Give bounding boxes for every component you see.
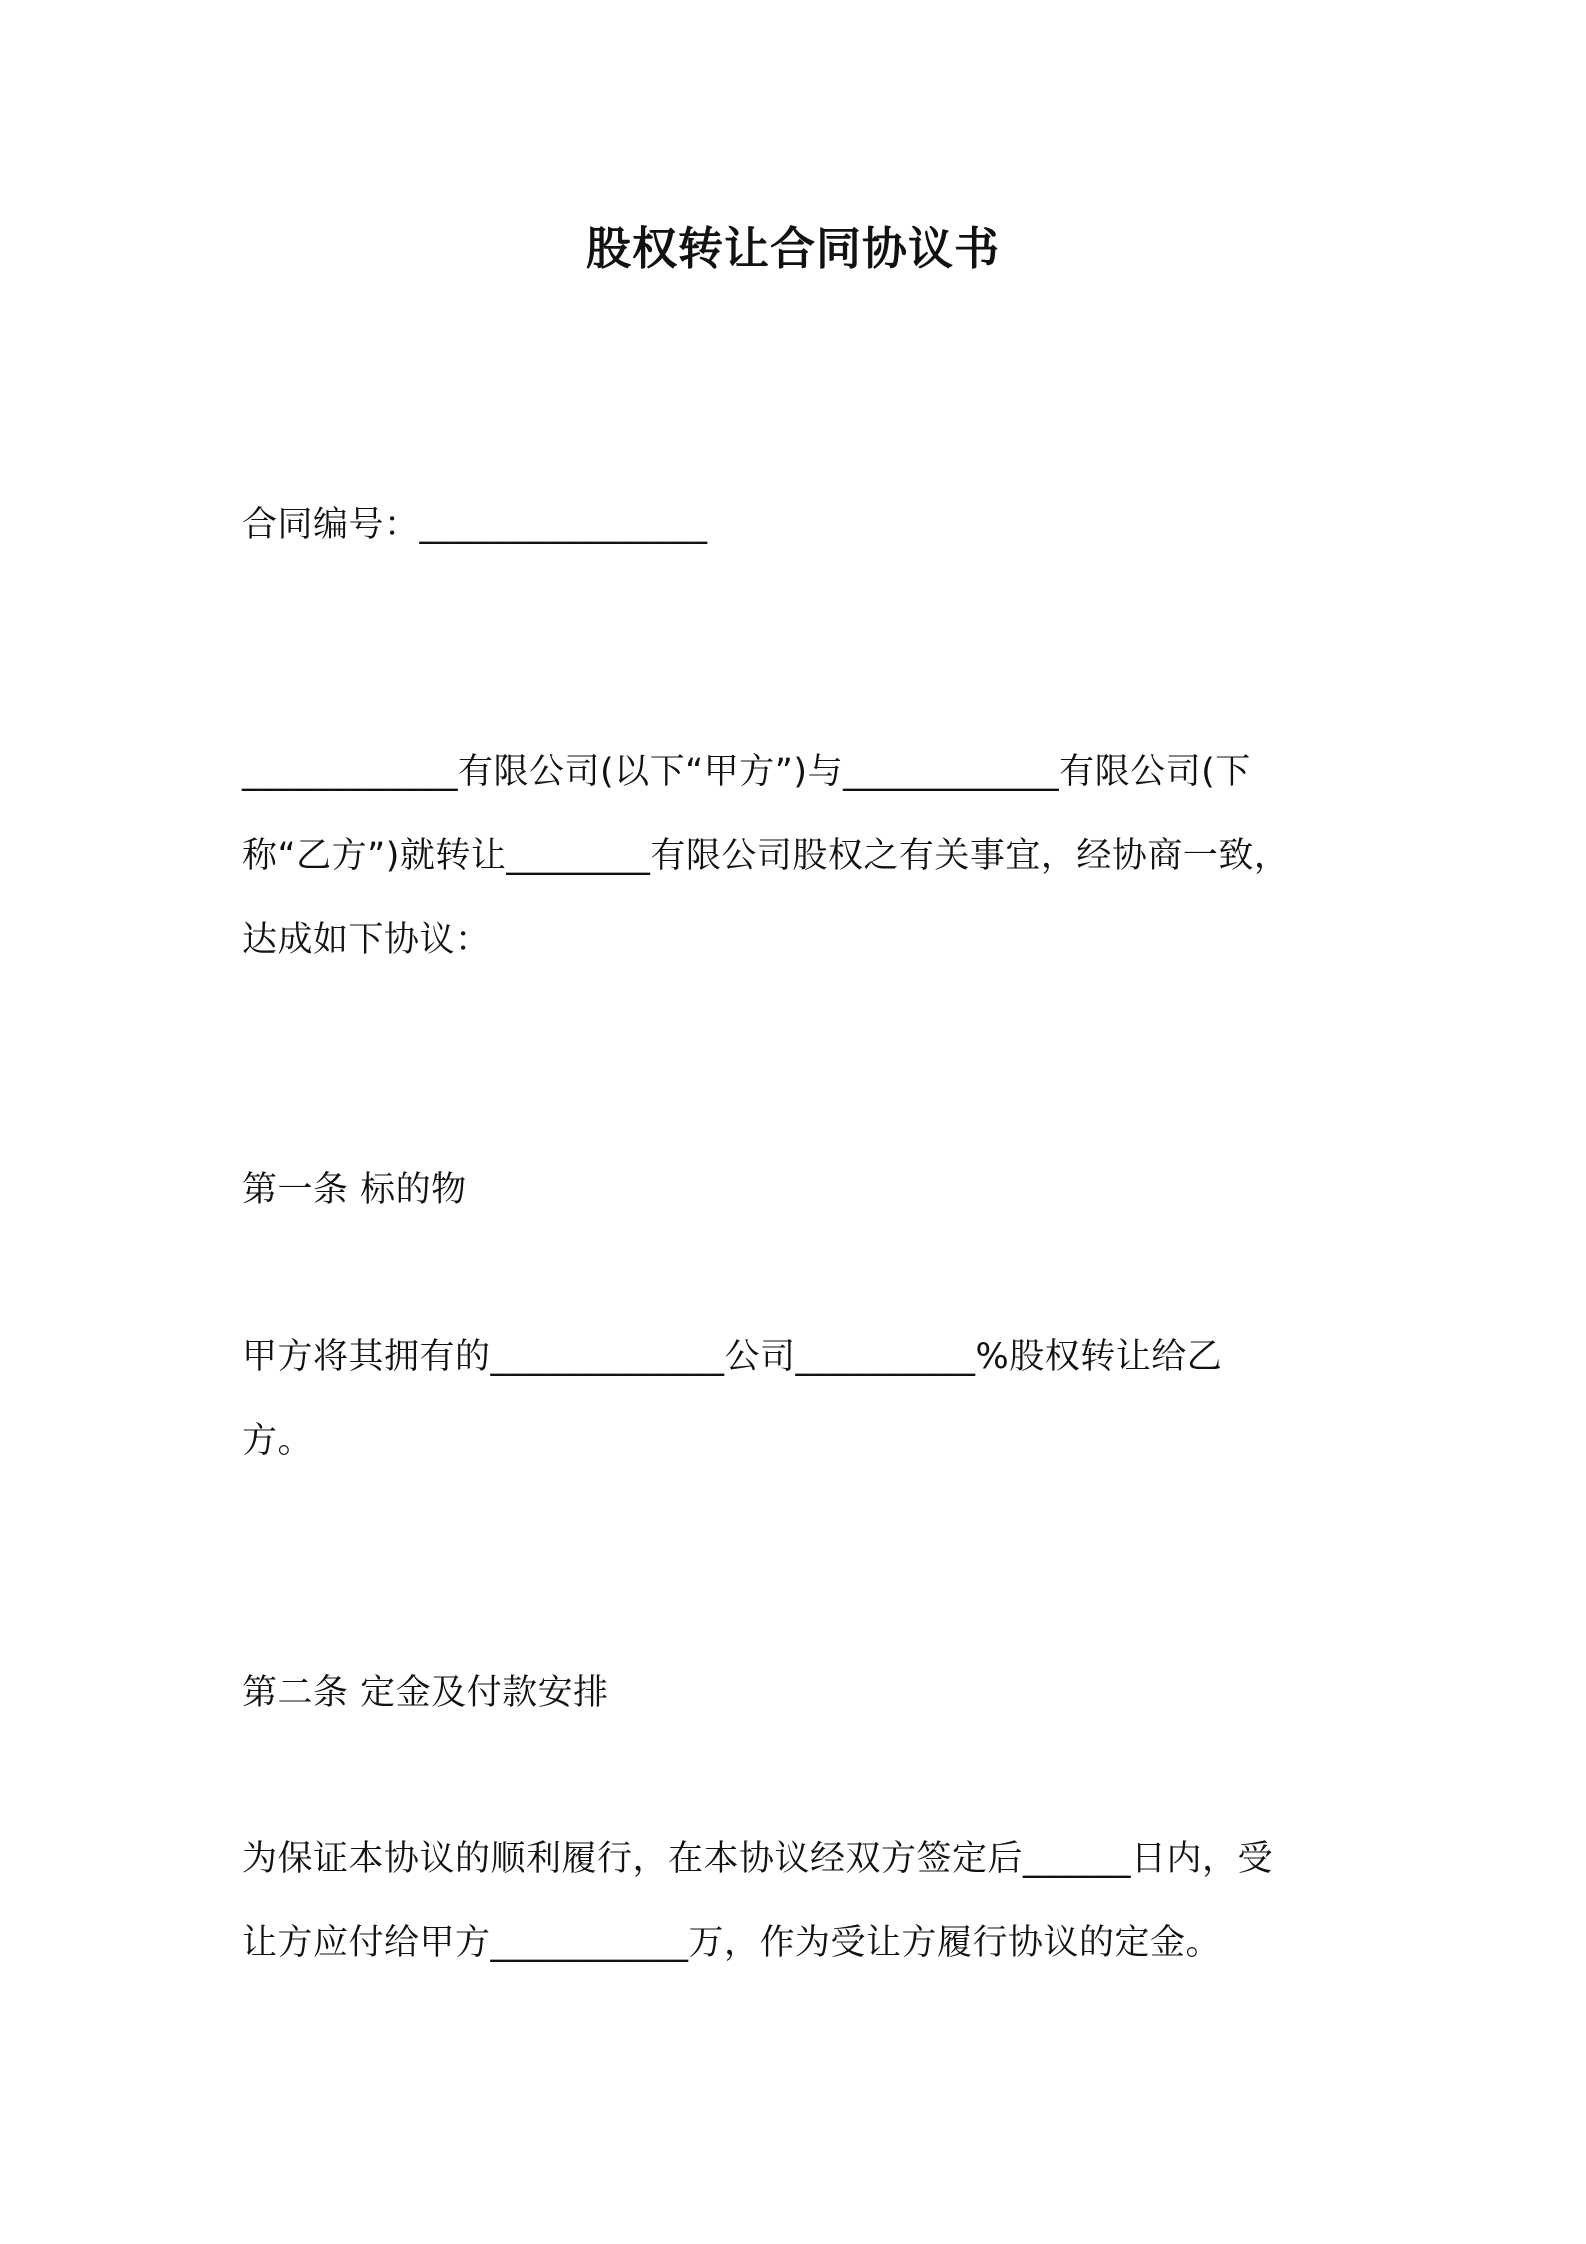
contract-number-line: 合同编号：________________ bbox=[242, 505, 708, 545]
paragraph-line: 让方应付给甲方___________万，作为受让方履行协议的定金。 bbox=[242, 1923, 1222, 1963]
article-2-body bbox=[242, 1817, 1352, 1985]
paragraph-line: ____________有限公司(以下“甲方”)与____________有限公司(下 bbox=[242, 752, 1251, 792]
paragraph-line: 甲方将其拥有的_____________公司__________%股权转让给乙 bbox=[242, 1337, 1223, 1377]
parties-paragraph bbox=[242, 730, 1352, 982]
article-1-body bbox=[242, 1315, 1352, 1483]
paragraph-line: 方。 bbox=[242, 1421, 314, 1461]
article-1-heading: 第一条 标的物 bbox=[242, 1170, 467, 1210]
document-title: 股权转让合同协议书 bbox=[585, 222, 1000, 275]
article-2-heading: 第二条 定金及付款安排 bbox=[242, 1673, 609, 1713]
paragraph-line: 为保证本协议的顺利履行，在本协议经双方签定后______日内，受 bbox=[242, 1839, 1274, 1879]
paragraph-line: 达成如下协议： bbox=[242, 920, 491, 960]
paragraph-line: 称“乙方”)就转让________有限公司股权之有关事宜，经协商一致， bbox=[242, 836, 1290, 876]
